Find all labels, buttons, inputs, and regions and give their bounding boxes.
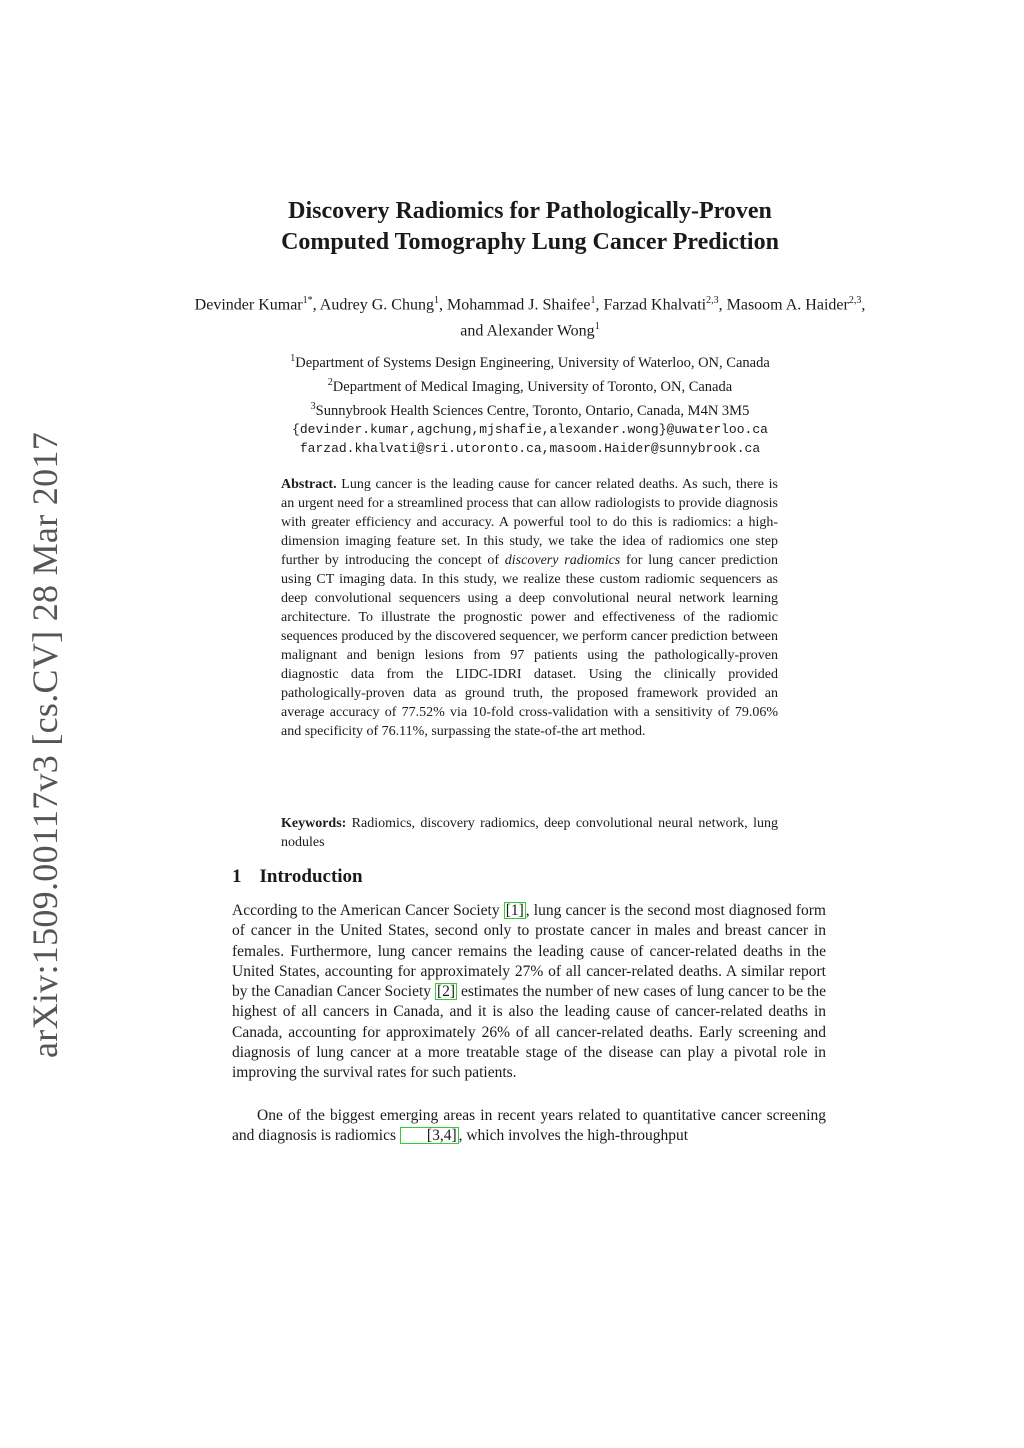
paragraph-text: According to the American Cancer Society <box>232 902 504 919</box>
citation-link[interactable]: [3,4] <box>400 1127 459 1144</box>
affiliation-2 <box>190 373 870 397</box>
author-emails-2: farzad.khalvati@sri.utoronto.ca,masoom.Haider@sunnybrook.ca <box>299 441 761 457</box>
author-name: , and Alexander Wong <box>460 296 866 340</box>
author-name: , Audrey G. Chung <box>312 296 434 314</box>
author-name: , Masoom A. Haider <box>718 296 849 314</box>
paragraph-text: estimates the number of new cases of lung cancer to be the highest of all cancers in Canada, and it is also the leading cause of cancer-related deaths in Canada, accounting for approximately 26% of all cancer-related deaths. Early screening and diagnosis of lung cancer at a more treatable stage of the disease can play a pivotal role in improving the survival rates for such patients. <box>232 983 826 1082</box>
author-affiliation-mark: 1 <box>594 321 600 333</box>
title-line-1: Discovery Radiomics for Pathologically-Proven <box>288 198 772 224</box>
citation-link[interactable]: [2] <box>436 983 456 1001</box>
abstract-text: Lung cancer is the leading cause for cancer related deaths. As such, there is an urgent need for a streamlined process that can allow radiologists to provide diagnosis with greater efficiency and accuracy. A powerful tool to do this is radiomics: a high-dimension imaging feature set. In this study, we take the idea of radiomics one step further by introducing the concept of <box>281 477 778 568</box>
paragraph-text: , which involves the high-throughput <box>458 1127 689 1145</box>
author-affiliation-mark: 1 <box>433 295 439 306</box>
author-affiliation-mark: 2,3 <box>848 295 862 306</box>
author-emails-1: {devinder.kumar,agchung,mjshafie,alexander.wong}@uwaterloo.ca <box>292 422 768 438</box>
affiliation-text: Sunnybrook Health Sciences Centre, Toronto, Ontario, Canada, M4N 3M5 <box>315 402 750 419</box>
author-list <box>190 290 870 343</box>
affiliation-mark: 1 <box>290 353 296 364</box>
author-name: , Mohammad J. Shaifee <box>438 296 591 314</box>
paper-title <box>190 196 870 258</box>
author-affiliation-mark: 1 <box>590 295 596 306</box>
abstract-label: Abstract. <box>281 477 337 492</box>
keywords-label: Keywords: <box>281 816 347 831</box>
paragraph-text: , lung cancer is the second most diagnosed form of cancer in the United States, second only to prostate cancer in males and breast cancer in females. Furthermore, lung cancer remains the leading cause of cancer-related deaths in the United States, accounting for approximately 27% of all cancer-related deaths. A similar report by the Canadian Cancer Society <box>232 902 826 1001</box>
author-affiliation-mark: 1* <box>302 295 313 306</box>
affiliation-mark: 3 <box>310 400 316 412</box>
affiliation-text: Department of Systems Design Engineering, University of Waterloo, ON, Canada <box>295 354 770 371</box>
arxiv-side-stamp <box>25 432 66 1058</box>
affiliation-3 <box>190 397 870 421</box>
affiliation-text: Department of Medical Imaging, University of Toronto, ON, Canada <box>332 378 733 395</box>
abstract-emphasis: discovery radiomics <box>504 553 621 568</box>
affiliations <box>190 349 870 458</box>
intro-paragraph-2 <box>232 1106 826 1147</box>
abstract-text: for lung cancer prediction using CT imaging data. In this study, we realize these custom radiomic sequencers as deep convolutional sequencers using a deep convolutional neural network learning architecture. To illustrate the prognostic power and effectiveness of the radiomic sequences produced by the discovered sequencer, we perform cancer prediction between malignant and benign lesions from 97 patients using the pathologically-proven diagnostic data from the LIDC-IDRI dataset. Using the clinically provided pathologically-proven data as ground truth, the proposed framework provided an average accuracy of 77.52% via 10-fold cross-validation with a sensitivity of 79.06% and specificity of 76.11%, surpassing the state-of-the art method. <box>281 553 778 739</box>
citation-link[interactable]: [1] <box>505 902 524 919</box>
author-name: Devinder Kumar <box>194 296 303 314</box>
affiliation-1 <box>190 349 870 373</box>
affiliation-mark: 2 <box>327 376 333 388</box>
abstract <box>281 475 778 741</box>
author-name: , Farzad Khalvati <box>595 296 707 314</box>
section-number: 1 <box>232 866 242 887</box>
arxiv-identifier: arXiv:1509.00117v3 [cs.CV] 28 Mar 2017 <box>25 432 66 1058</box>
section-heading <box>232 866 363 888</box>
intro-paragraph-1 <box>232 901 826 1084</box>
keywords <box>281 814 778 852</box>
author-affiliation-mark: 2,3 <box>706 295 719 306</box>
paragraph-text: One of the biggest emerging areas in recent years related to quantitative cancer screening and diagnosis is radiomics <box>232 1107 826 1145</box>
title-line-2: Computed Tomography Lung Cancer Prediction <box>281 229 779 255</box>
keywords-text: Radiomics, discovery radiomics, deep convolutional neural network, lung nodules <box>281 816 778 850</box>
section-title: Introduction <box>259 866 363 887</box>
